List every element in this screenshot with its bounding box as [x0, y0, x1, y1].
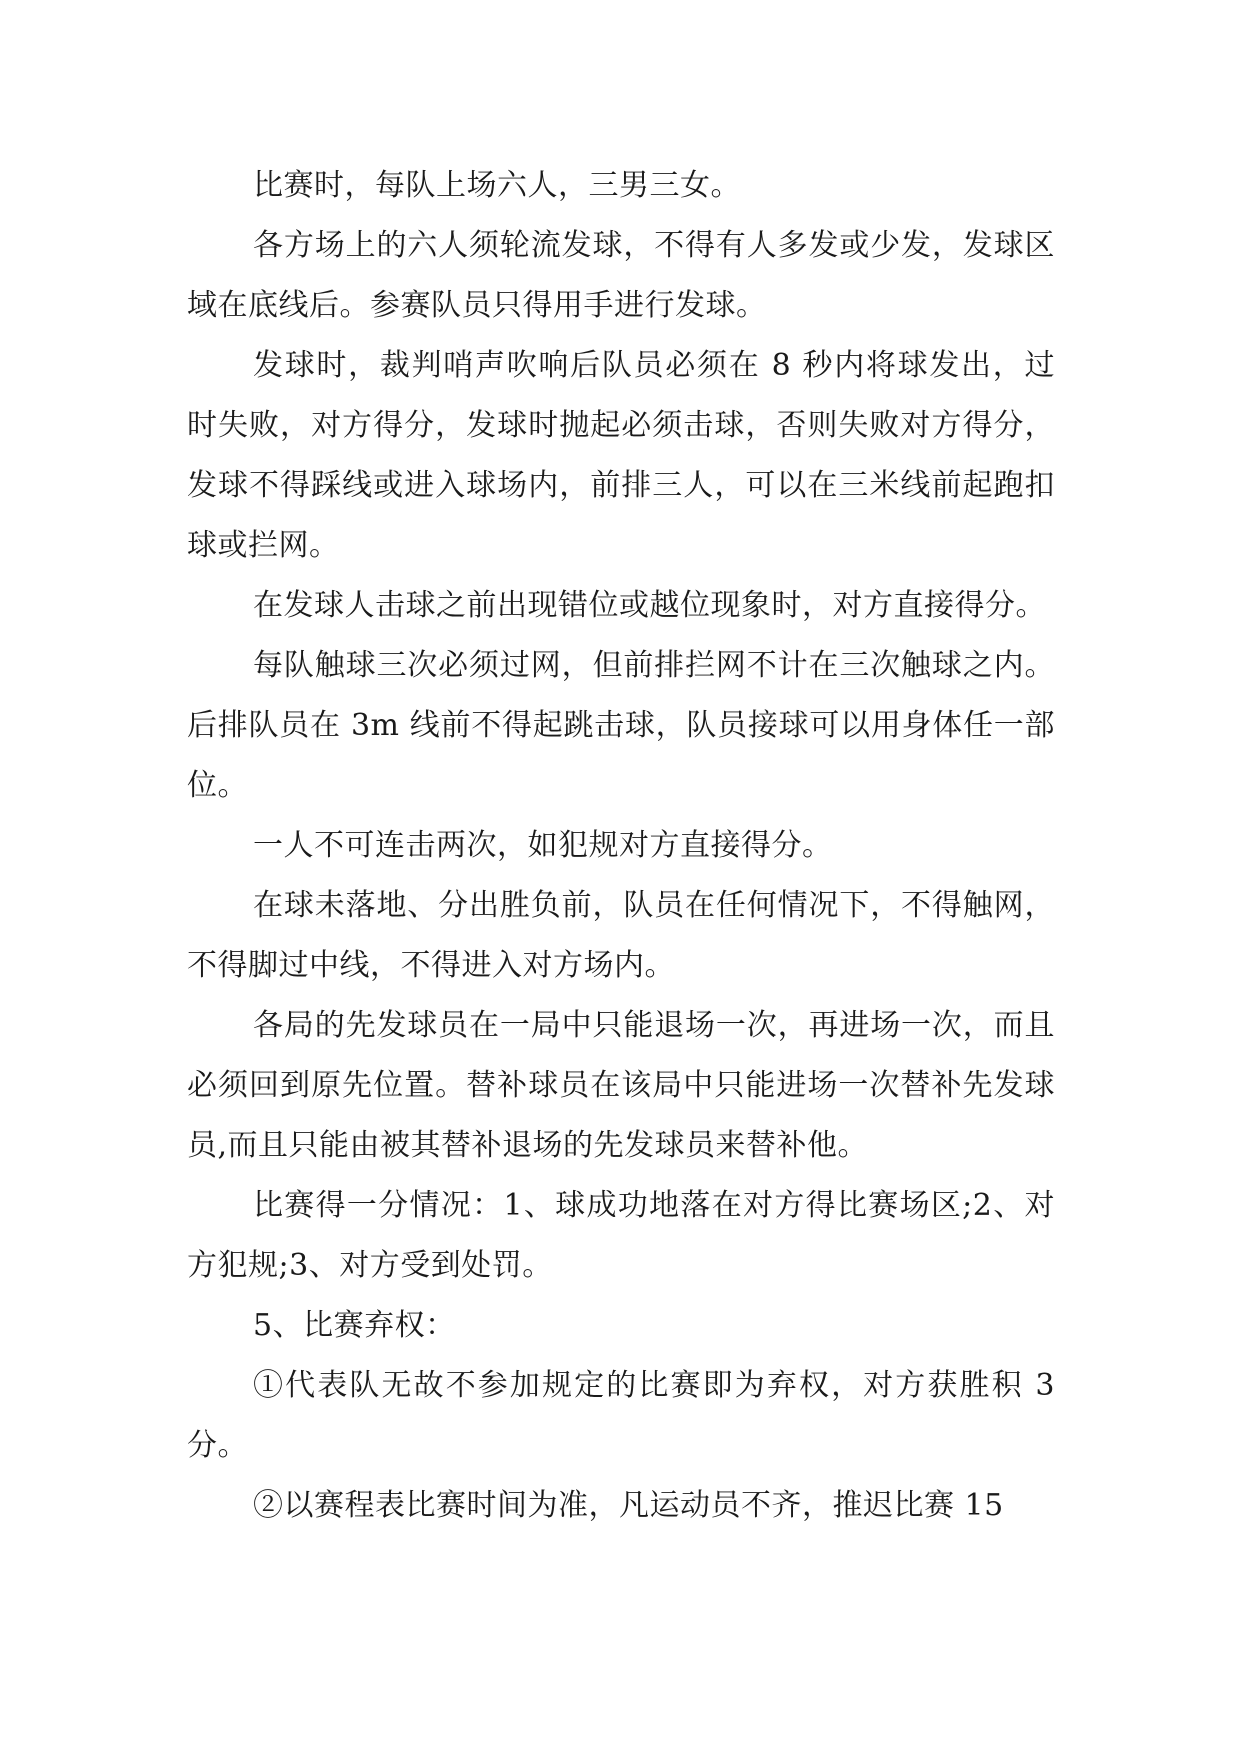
paragraph-net-fault: 在球未落地、分出胜负前，队员在任何情况下，不得触网，不得脚过中线，不得进入对方场内。: [187, 888, 1055, 983]
paragraph-substitution: 各局的先发球员在一局中只能退场一次，再进场一次，而且必须回到原先位置。替补球员在该局中只能进场一次替补先发球员,而且只能由被其替补退场的先发球员来替补他。: [187, 1008, 1055, 1163]
paragraph-forfeit-rule-1: ①代表队无故不参加规定的比赛即为弃权，对方获胜积 3 分。: [187, 1368, 1055, 1463]
paragraph-double-hit: 一人不可连击两次，如犯规对方直接得分。: [253, 828, 833, 863]
paragraph-three-touches: 每队触球三次必须过网，但前排拦网不计在三次触球之内。后排队员在 3m 线前不得起跳击球，队员接球可以用身体任一部位。: [187, 648, 1055, 803]
paragraph-position-fault: 在发球人击球之前出现错位或越位现象时，对方直接得分。: [253, 588, 1046, 623]
section-heading-forfeit: 5、比赛弃权：: [253, 1308, 456, 1343]
paragraph-scoring: 比赛得一分情况：1、球成功地落在对方得比赛场区;2、对方犯规;3、对方受到处罚。: [187, 1188, 1055, 1283]
paragraph-forfeit-rule-2: ②以赛程表比赛时间为准，凡运动员不齐，推迟比赛 15: [253, 1488, 1004, 1523]
paragraph-team-size: 比赛时，每队上场六人，三男三女。: [253, 168, 741, 203]
paragraph-serve-rules: 发球时，裁判哨声吹响后队员必须在 8 秒内将球发出，过时失败，对方得分，发球时抛起必须击球，否则失败对方得分，发球不得踩线或进入球场内，前排三人，可以在三米线前起跑扣球或拦网。: [187, 348, 1055, 563]
document-body: [187, 156, 1055, 1536]
paragraph-serve-rotation: 各方场上的六人须轮流发球，不得有人多发或少发，发球区域在底线后。参赛队员只得用手进行发球。: [187, 228, 1055, 323]
